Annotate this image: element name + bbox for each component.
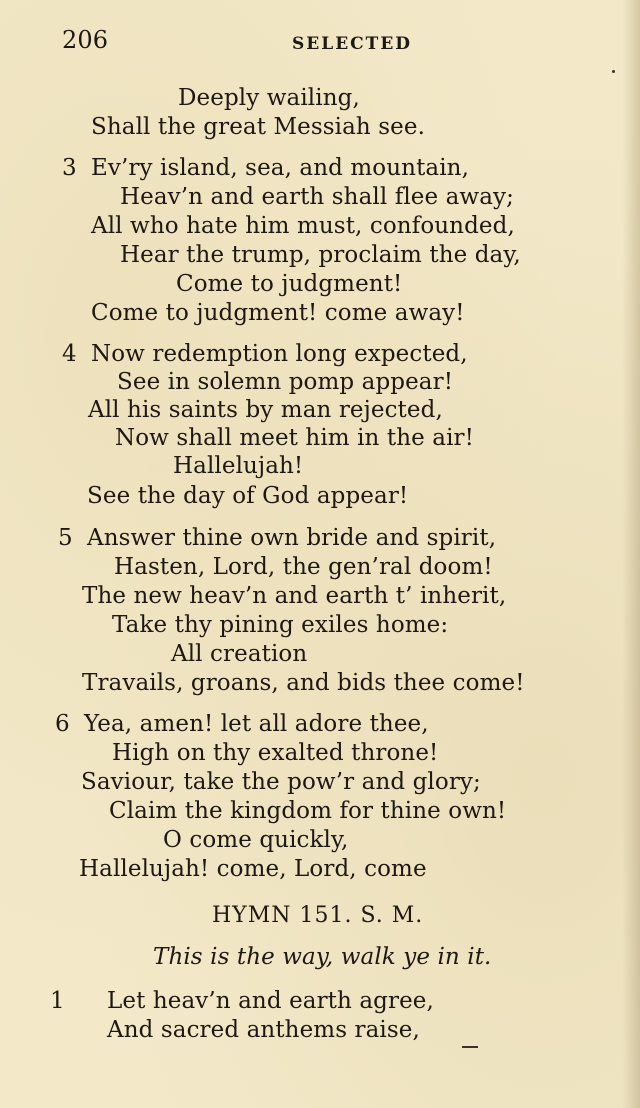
verse-line: And sacred anthems raise, (107, 1017, 420, 1043)
stanza-number: 6 (55, 711, 70, 737)
hymn-title: HYMN 151. S. M. (212, 903, 424, 928)
ink-mark (462, 1046, 478, 1048)
verse-line: See the day of God appear! (87, 483, 409, 509)
verse-line: Hasten, Lord, the gen’ral doom! (114, 554, 493, 580)
verse-line: Now redemption long expected, (91, 341, 468, 367)
verse-line: Hallelujah! come, Lord, come (79, 856, 427, 882)
stanza-number: 1 (50, 988, 65, 1014)
verse-line: Let heav’n and earth agree, (107, 988, 434, 1014)
verse-line: Hallelujah! (173, 453, 304, 479)
ink-speck (612, 70, 615, 73)
verse-line: Deeply wailing, (178, 85, 360, 111)
verse-line: Yea, amen! let all adore thee, (84, 711, 429, 737)
verse-line: Come to judgment! (176, 271, 403, 297)
stanza-number: 4 (62, 341, 77, 367)
verse-line: See in solemn pomp appear! (117, 369, 454, 395)
verse-line: All his saints by man rejected, (88, 397, 443, 423)
verse-line: Hear the trump, proclaim the day, (120, 242, 521, 268)
page-edge-shadow (622, 0, 640, 1108)
verse-line: Come to judgment! come away! (91, 300, 465, 326)
verse-line: High on thy exalted throne! (112, 740, 439, 766)
verse-line: Heav’n and earth shall flee away; (120, 184, 514, 210)
verse-line: Claim the kingdom for thine own! (109, 798, 507, 824)
running-title: SELECTED (292, 34, 413, 54)
stanza-number: 5 (58, 525, 73, 551)
verse-line: O come quickly, (163, 827, 349, 853)
verse-line: Now shall meet him in the air! (115, 425, 474, 451)
verse-line: Shall the great Messiah see. (91, 114, 425, 140)
verse-line: Ev’ry island, sea, and mountain, (91, 155, 470, 181)
page-number: 206 (62, 26, 109, 54)
hymn-subtitle: This is the way, walk ye in it. (153, 944, 492, 970)
verse-line: All who hate him must, confounded, (91, 213, 515, 239)
verse-line: The new heav’n and earth t’ inherit, (82, 583, 507, 609)
verse-line: Travails, groans, and bids thee come! (82, 670, 525, 696)
verse-line: All creation (171, 641, 308, 667)
stanza-number: 3 (62, 155, 77, 181)
verse-line: Take thy pining exiles home: (112, 612, 449, 638)
verse-line: Saviour, take the pow’r and glory; (81, 769, 481, 795)
verse-line: Answer thine own bride and spirit, (87, 525, 497, 551)
